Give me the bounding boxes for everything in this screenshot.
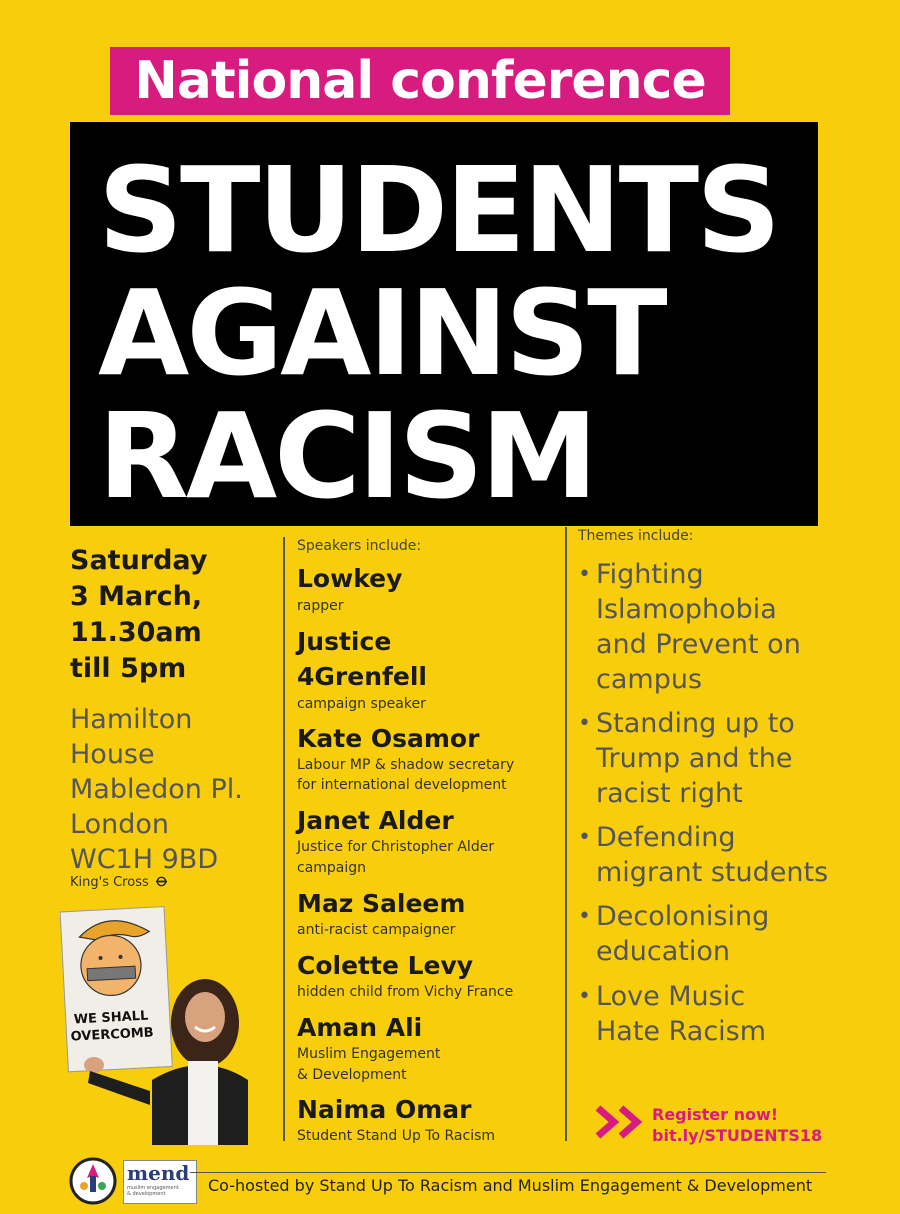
speaker-role: for international development xyxy=(297,777,507,793)
placard-line-2: OVERCOMB xyxy=(70,1025,155,1045)
address-line-3: Mabledon Pl. xyxy=(70,774,243,805)
theme-line: migrant students xyxy=(596,857,829,888)
theme-item xyxy=(578,557,898,697)
title-line-3: RACISM xyxy=(98,387,596,525)
speaker-name: Lowkey xyxy=(297,564,403,593)
speaker-name: Aman Ali xyxy=(297,1013,423,1042)
column-divider-2 xyxy=(565,527,567,1141)
theme-item xyxy=(578,979,898,1049)
theme-line: Standing up to xyxy=(596,708,795,739)
speaker-role: Justice for Christopher Alder xyxy=(297,839,495,855)
theme-line: campus xyxy=(596,664,703,695)
mend-logo xyxy=(123,1160,197,1204)
conference-label: National conference xyxy=(110,47,730,115)
theme-item xyxy=(578,706,898,811)
speaker-name: Kate Osamor xyxy=(297,724,480,753)
stand-up-to-racism-logo xyxy=(68,1156,118,1206)
bullet-icon: • xyxy=(578,984,591,1009)
themes-heading: Themes include: xyxy=(578,528,694,544)
title-line-2: AGAINST xyxy=(98,264,665,402)
theme-line: and Prevent on xyxy=(596,629,801,660)
speaker-name: Janet Alder xyxy=(297,806,454,835)
speaker-name: Maz Saleem xyxy=(297,889,466,918)
column-divider-1 xyxy=(283,537,285,1141)
speaker-role: anti-racist campaigner xyxy=(297,922,456,938)
speaker-role: campaign xyxy=(297,860,367,876)
station-name: King's Cross xyxy=(70,875,149,890)
bullet-icon: • xyxy=(578,825,591,850)
speaker-role: & Development xyxy=(297,1067,407,1083)
station xyxy=(70,875,167,890)
theme-line: Hate Racism xyxy=(596,1016,767,1047)
underground-roundel-icon xyxy=(156,876,167,887)
double-chevron-right-icon xyxy=(594,1103,646,1141)
date-line-1: Saturday xyxy=(70,545,208,576)
speaker-name: Colette Levy xyxy=(297,951,474,980)
speaker-name: 4Grenfell xyxy=(297,662,427,691)
speaker-role: Labour MP & shadow secretary xyxy=(297,757,515,773)
bullet-icon: • xyxy=(578,711,591,736)
date-line-2: 3 March, xyxy=(70,581,203,612)
theme-line: Islamophobia xyxy=(596,594,777,625)
theme-line: Love Music xyxy=(596,981,746,1012)
address-line-1: Hamilton xyxy=(70,704,193,735)
mend-logo-word: mend xyxy=(127,1161,190,1185)
theme-line: Decolonising xyxy=(596,901,770,932)
speaker-role: hidden child from Vichy France xyxy=(297,984,514,1000)
footer-text: Co-hosted by Stand Up To Racism and Muslim Engagement & Development xyxy=(208,1176,813,1195)
speaker-role: Student Stand Up To Racism xyxy=(297,1128,496,1144)
theme-line: education xyxy=(596,936,730,967)
address-line-5: WC1H 9BD xyxy=(70,844,219,875)
mend-logo-sub-line: & development xyxy=(127,1191,166,1197)
protester-photo xyxy=(60,905,250,1145)
register-link[interactable]: bit.ly/STUDENTS18 xyxy=(652,1126,823,1145)
register-label: Register now! xyxy=(652,1105,779,1124)
placard xyxy=(60,907,172,1072)
theme-line: Fighting xyxy=(596,559,704,590)
footer-rule xyxy=(190,1172,826,1173)
bullet-icon: • xyxy=(578,562,591,587)
speaker-name: Justice xyxy=(297,627,392,656)
time-line-2: till 5pm xyxy=(70,653,187,684)
theme-line: racist right xyxy=(596,778,743,809)
theme-line: Trump and the xyxy=(596,743,793,774)
speakers-heading: Speakers include: xyxy=(297,538,422,554)
theme-item xyxy=(578,899,898,969)
address-line-2: House xyxy=(70,739,155,770)
speaker-role: Muslim Engagement xyxy=(297,1046,441,1062)
bullet-icon: • xyxy=(578,904,591,929)
theme-line: Defending xyxy=(596,822,736,853)
speaker-role: campaign speaker xyxy=(297,696,426,712)
speaker-name: Naima Omar xyxy=(297,1095,472,1124)
title-line-1: STUDENTS xyxy=(98,141,779,279)
address-line-4: London xyxy=(70,809,169,840)
speaker-role: rapper xyxy=(297,598,344,614)
theme-item xyxy=(578,820,898,890)
time-line-1: 11.30am xyxy=(70,617,202,648)
mend-logo-sub xyxy=(127,1185,179,1197)
placard-line-1: WE SHALL xyxy=(73,1008,149,1028)
mend-logo-sub-line: muslim engagement xyxy=(127,1185,179,1191)
